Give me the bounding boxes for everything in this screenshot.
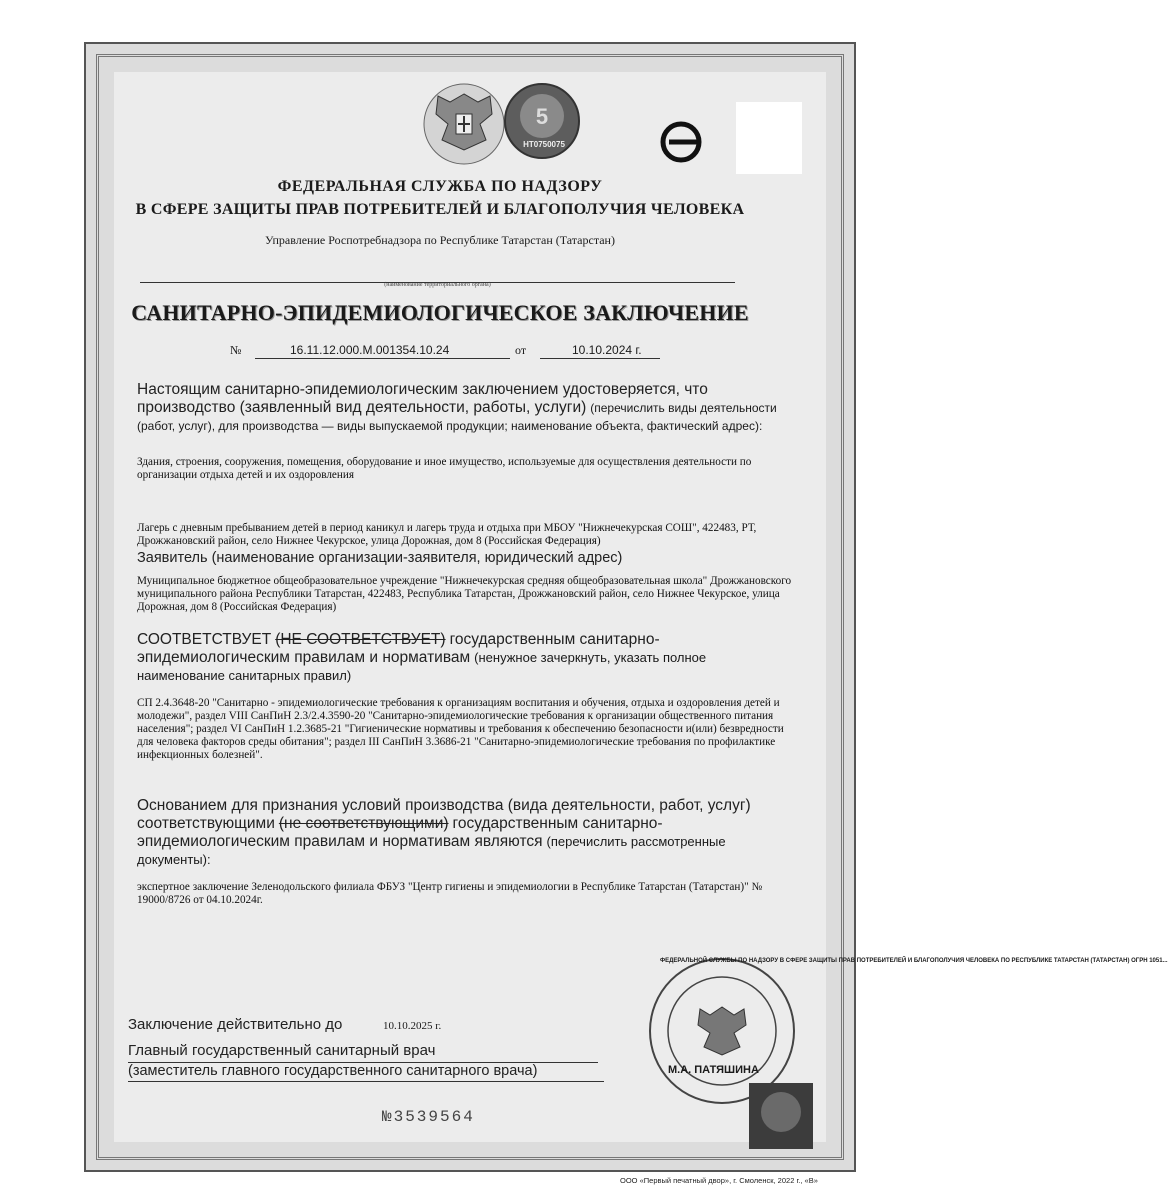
basis-paragraph [137, 797, 797, 869]
serial-number: №3539564 [382, 1108, 475, 1126]
basis-document: экспертное заключение Зеленодольского филиала ФБУЗ "Центр гигиены и эпидемиологии в Республике Татарстан (Татарстан)" № 19000/8726 от 04.10.2024г. [137, 881, 763, 906]
number-label: № [230, 343, 242, 357]
conformity-rest: государственным санитарно-эпидемиологическим правилам и нормативам [137, 631, 660, 666]
certificate-number: 16.11.12.000.М.001354.10.24 [290, 343, 450, 357]
basis-lead2: государственным санитарно-эпидемиологическим правилам и нормативам являются [137, 815, 663, 850]
hologram-code: HT0750075 [523, 140, 565, 149]
basis-note: (перечислить рассмотренные документы): [137, 834, 726, 867]
object-text: Лагерь с дневным пребыванием детей в период каникул и лагерь труда и отдыха при МБОУ "Нижнечекурская СОШ", 422483, РТ, Дрожжановский район, село Нижнее Чекурское, улица Дорожная, дом 8 (Российская Федерация) [137, 522, 757, 547]
signature-title: Главный государственный санитарный врач [128, 1042, 436, 1059]
activity-text: Здания, строения, сооружения, помещения, оборудование и иное имущество, используемые для осуществления деятельности по организации отдыха детей и их оздоровления [137, 456, 752, 481]
document-title: САНИТАРНО-ЭПИДЕМИОЛОГИЧЕСКОЕ ЗАКЛЮЧЕНИЕ [131, 300, 749, 325]
applicant-label: Заявитель (наименование организации-заявителя, юридический адрес) [137, 550, 623, 566]
signature-subtitle: (заместитель главного государственного санитарного врача) [128, 1063, 538, 1079]
conformity-mark-icon [645, 120, 717, 164]
header-line1: ФЕДЕРАЛЬНАЯ СЛУЖБА ПО НАДЗОРУ [277, 178, 603, 195]
issue-date: 10.10.2024 г. [572, 343, 642, 357]
certify-lead: Настоящим санитарно-эпидемиологическим заключением удостоверяется, что производство (заявленный вид деятельности, работы, услуги) [137, 381, 708, 416]
conformity-paragraph [137, 631, 797, 685]
signatory-name: М.А. ПАТЯШИНА [668, 1064, 759, 1076]
date-label: от [515, 343, 527, 357]
white-patch [736, 102, 802, 174]
printer-info: ООО «Первый печатный двор», г. Смоленск, 2022 г., «В» [620, 1176, 818, 1185]
svg-text:5: 5 [535, 104, 549, 129]
territorial-organ: Управление Роспотребнадзора по Республике Татарстан (Татарстан) [265, 233, 615, 247]
hologram-bottom-icon [748, 1082, 814, 1150]
rules-text: СП 2.4.3648-20 "Санитарно - эпидемиологические требования к организациям воспитания и обучения, отдыха и оздоровления детей и молодежи", раздел VIII СанПиН 2.3/2.4.3590-20 "Санитарно-эпидемиологические требования к организации общественного питания населения"; раздел VI СанПиН 1.2.3685-21 "Гигиенические нормативы и требования к обеспечению безопасности и(или) безвредности для человека факторов среды обитания"; раздел III СанПиН 3.3686-21 "Санитарно-эпидемиологические требования по профилактике инфекционных болезней". [137, 697, 784, 761]
validity-date: 10.10.2025 г. [383, 1020, 442, 1032]
conformity-note: (ненужное зачеркнуть, указать полное наименование санитарных правил) [137, 650, 707, 683]
conformity-word: СООТВЕТСТВУЕТ [137, 631, 272, 648]
seal-ring-text: ФЕДЕРАЛЬНОЙ СЛУЖБЫ ПО НАДЗОРУ В СФЕРЕ ЗАЩИТЫ ПРАВ ПОТРЕБИТЕЛЕЙ И БЛАГОПОЛУЧИЯ ЧЕЛОВЕКА ПО РЕСПУБЛИКЕ ТАТАРСТАН (ТАТАРСТАН) ОГРН 1051... [660, 958, 1168, 964]
basis-lead1: Основанием для признания условий производства (вида деятельности, работ, услуг) соответствующими [137, 797, 751, 832]
applicant-value: Муниципальное бюджетное общеобразовательное учреждение "Нижнечекурская средняя общеобразовательная школа" Дрожжановского муниципального района Республики Татарстан, 422483, Республика Татарстан, Дрожжановский район, село Нижнее Чекурское, улица Дорожная, дом 8 (Российская Федерация) [137, 575, 792, 613]
basis-struck: (не соответствующими) [278, 815, 449, 832]
emblem-icon [418, 80, 510, 168]
certify-note: (перечислить виды деятельности (работ, услуг), для производства — виды выпускаемой продукции; наименование объекта, фактический адрес): [137, 401, 777, 433]
validity-label: Заключение действительно до [128, 1016, 343, 1033]
organ-caption: (наименование территориального органа) [384, 282, 491, 288]
conformity-struck: (НЕ СООТВЕТСТВУЕТ) [275, 631, 446, 648]
header-line2: В СФЕРЕ ЗАЩИТЫ ПРАВ ПОТРЕБИТЕЛЕЙ И БЛАГОПОЛУЧИЯ ЧЕЛОВЕКА [135, 201, 745, 218]
certify-paragraph [137, 381, 797, 435]
